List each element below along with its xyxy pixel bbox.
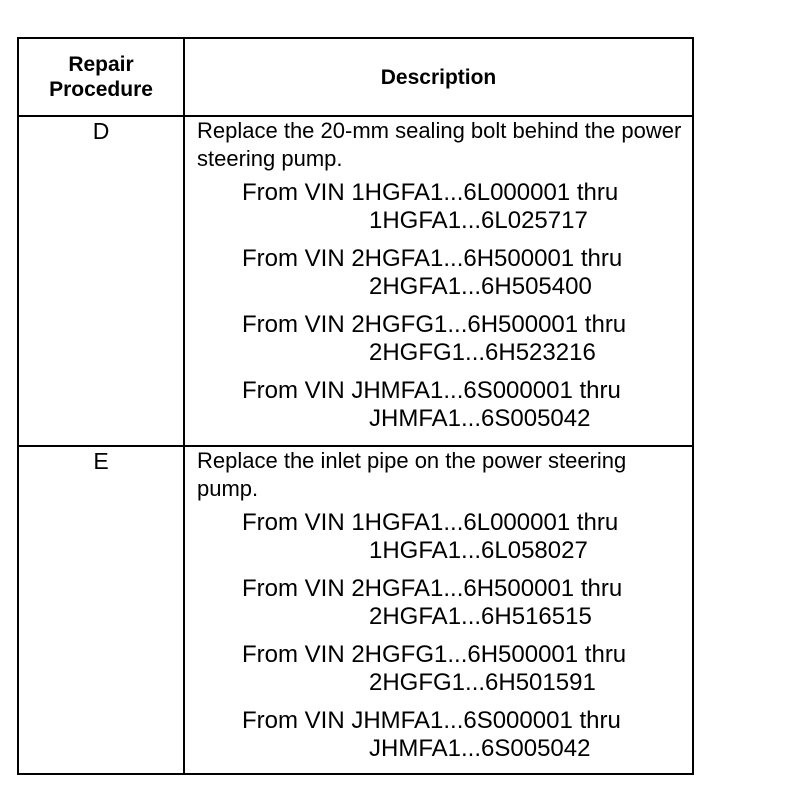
vin-range	[197, 707, 684, 763]
procedure-cell: D	[92, 118, 110, 144]
header-repair-procedure-label: Repair Procedure	[49, 53, 153, 101]
vin-range-from: From VIN 1HGFA1...6L000001 thru	[242, 509, 619, 536]
header-repair-procedure	[19, 39, 183, 115]
vin-range-from: From VIN JHMFA1...6S000001 thru	[242, 707, 621, 734]
procedure-cell: E	[93, 448, 109, 474]
vin-range-from: From VIN JHMFA1...6S000001 thru	[242, 377, 621, 404]
vin-range-to: JHMFA1...6S005042	[369, 735, 591, 762]
vin-range-to: 2HGFG1...6H501591	[369, 669, 596, 696]
vin-range	[197, 377, 684, 433]
repair-procedure-table	[17, 37, 694, 775]
table-row-d	[19, 117, 692, 447]
vin-range-to: 2HGFA1...6H516515	[369, 603, 592, 630]
vin-range-from: From VIN 2HGFA1...6H500001 thru	[242, 575, 623, 602]
vin-range	[197, 509, 684, 565]
vin-range-from: From VIN 2HGFA1...6H500001 thru	[242, 245, 623, 272]
vin-range	[197, 575, 684, 631]
description-text: Replace the 20-mm sealing bolt behind the power steering pump.	[197, 118, 682, 171]
table-header-row	[19, 39, 692, 117]
vin-range-to: 2HGFA1...6H505400	[369, 273, 592, 300]
vin-range	[197, 245, 684, 301]
description-cell	[197, 117, 684, 443]
header-description-label: Description	[380, 65, 497, 89]
vin-range-from: From VIN 2HGFG1...6H500001 thru	[242, 641, 627, 668]
vin-range	[197, 179, 684, 235]
description-text: Replace the inlet pipe on the power steering pump.	[197, 448, 627, 501]
vin-range-to: 2HGFG1...6H523216	[369, 339, 596, 366]
vin-range	[197, 311, 684, 367]
vin-range-to: JHMFA1...6S005042	[369, 405, 591, 432]
vin-range-from: From VIN 1HGFA1...6L000001 thru	[242, 179, 619, 206]
vin-range	[197, 641, 684, 697]
header-description	[185, 39, 692, 115]
table-row-e	[19, 447, 692, 773]
vin-range-from: From VIN 2HGFG1...6H500001 thru	[242, 311, 627, 338]
description-cell	[197, 447, 684, 773]
vin-range-to: 1HGFA1...6L025717	[369, 207, 588, 234]
vin-range-to: 1HGFA1...6L058027	[369, 537, 588, 564]
